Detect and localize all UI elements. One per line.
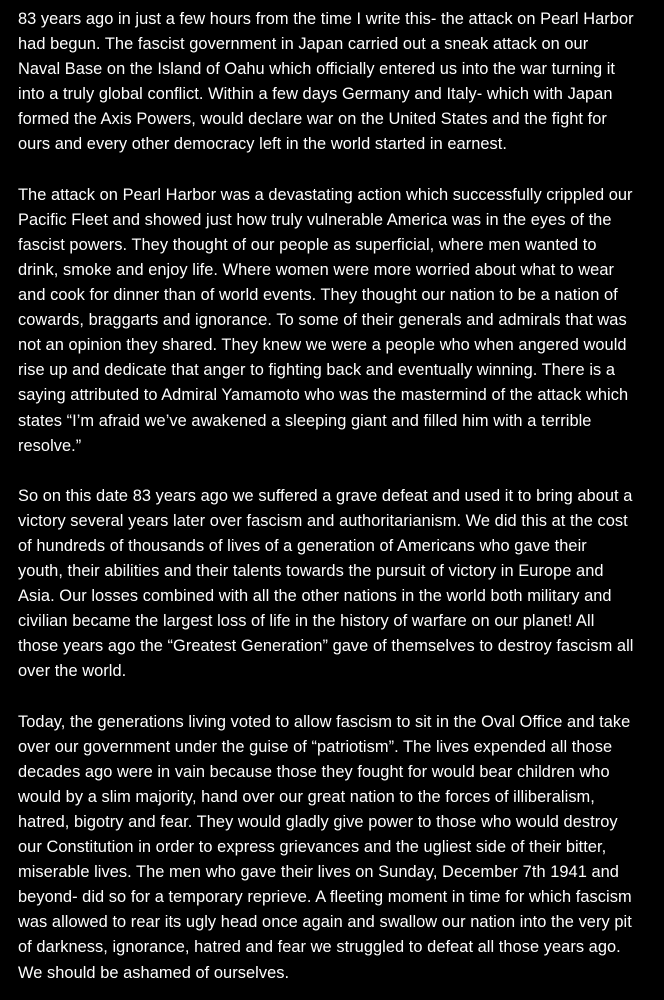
paragraph-2: The attack on Pearl Harbor was a devastating action which successfully crippled our Pacific Fleet and showed just how truly vulnerable America was in the eyes of the fascist powers. They thought of our people as superficial, where men wanted to drink, smoke and enjoy life. Where women were more worried about what to wear and cook for dinner than of world events. They thought our nation to be a nation of cowards, braggarts and ignorance. To some of their generals and admirals that was not an opinion they shared. They knew we were a people who when angered would rise up and dedicate that anger to fighting back and eventually winning. There is a saying attributed to Admiral Yamamoto who was the mastermind of the attack which states “I’m afraid we’ve awakened a sleeping giant and filled him with a terrible resolve.” [18, 185, 633, 455]
document-body [18, 7, 650, 986]
paragraph-1: 83 years ago in just a few hours from the time I write this- the attack on Pearl Harbor had begun. The fascist government in Japan carried out a sneak attack on our Naval Base on the Island of Oahu which officially entered us into the war turning it into a truly global conflict. Within a few days Germany and Italy- which with Japan formed the Axis Powers, would declare war on the United States and the fight for ours and every other democracy left in the world started in earnest. [18, 10, 634, 154]
paragraph-3: So on this date 83 years ago we suffered a grave defeat and used it to bring about a victory several years later over fascism and authoritarianism. We did this at the cost of hundreds of thousands of lives of a generation of Americans who gave their youth, their abilities and their talents towards the pursuit of victory in Europe and Asia. Our losses combined with all the other nations in the world both military and civilian became the largest loss of life in the history of warfare on our planet! All those years ago the “Greatest Generation” gave of themselves to destroy fascism all over the world. [18, 486, 634, 681]
paragraph-4: Today, the generations living voted to allow fascism to sit in the Oval Office and take over our government under the guise of “patriotism”. The lives expended all those decades ago were in vain because those they fought for would bear children who would by a slim majority, hand over our great nation to the forces of illiberalism, hatred, bigotry and fear. They would gladly give power to those who would destroy our Constitution in order to express grievances and the ugliest side of their bitter, miserable lives. The men who gave their lives on Sunday, December 7th 1941 and beyond- did so for a temporary reprieve. A fleeting moment in time for which fascism was allowed to rear its ugly head once again and swallow our nation into the very pit of darkness, ignorance, hatred and fear we struggled to defeat all those years ago. We should be ashamed of ourselves. [18, 712, 632, 982]
